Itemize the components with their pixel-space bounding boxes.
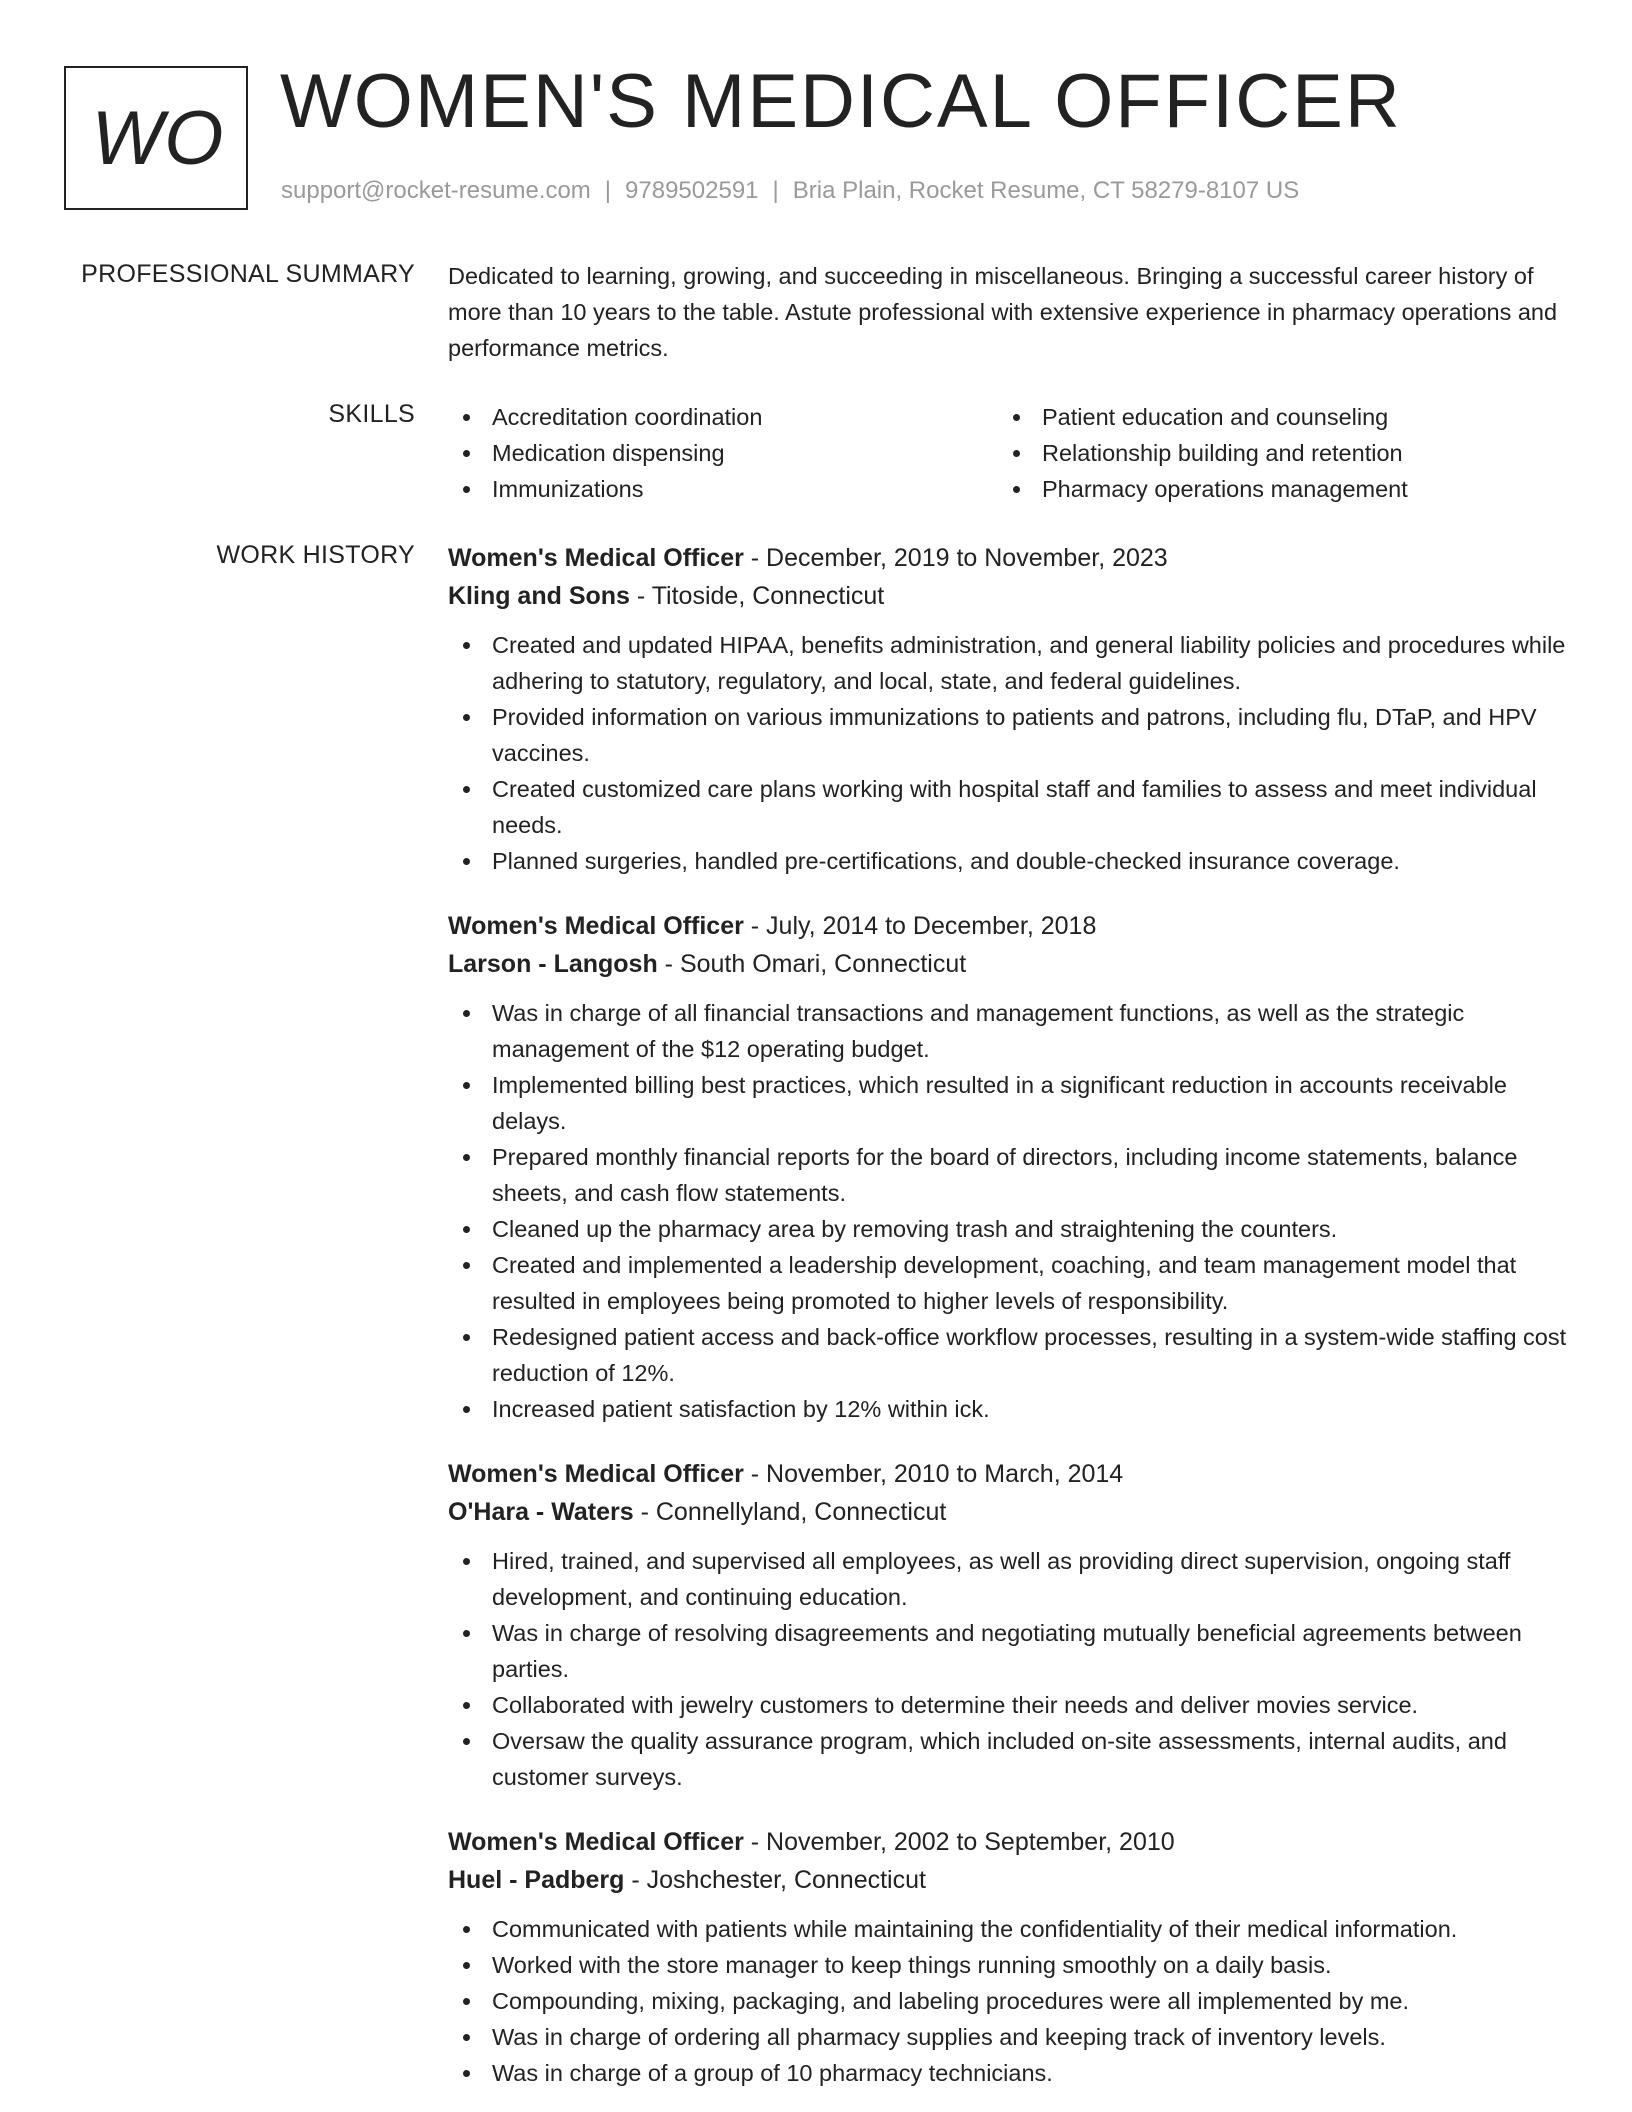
job-location: - Titoside, Connecticut — [629, 582, 885, 610]
work-history-heading: WORK HISTORY — [216, 541, 415, 569]
job-location: - Joshchester, Connecticut — [624, 1866, 926, 1894]
contact-email: support@rocket-resume.com — [281, 177, 591, 204]
contact-separator: | — [772, 177, 779, 204]
job-company-line — [448, 1493, 1568, 1531]
job-bullet: Provided information on various immunizations to patients and patrons, including flu, DTaP, and HPV vaccines. — [448, 699, 1568, 771]
skill-item: Immunizations — [448, 471, 998, 507]
job-bullet: Compounding, mixing, packaging, and labeling procedures were all implemented by me. — [448, 1983, 1568, 2019]
job-title-line — [448, 539, 1568, 577]
job-title: Women's Medical Officer — [448, 1828, 744, 1856]
contact-separator: | — [604, 177, 612, 204]
job-dates: - November, 2002 to September, 2010 — [743, 1828, 1175, 1856]
job-bullet: Oversaw the quality assurance program, which included on-site assessments, internal audits, and customer surveys. — [448, 1723, 1568, 1795]
skill-item: Accreditation coordination — [448, 399, 998, 435]
candidate-name: WOMEN'S MEDICAL OFFICER — [280, 59, 1402, 144]
job-title: Women's Medical Officer — [448, 1460, 744, 1488]
job-company: Kling and Sons — [448, 582, 630, 610]
work-history-list — [448, 539, 1568, 2112]
contact-line — [281, 177, 1299, 205]
job-bullet: Increased patient satisfaction by 12% within ick. — [448, 1391, 1568, 1427]
job-location: - Connellyland, Connecticut — [633, 1498, 947, 1526]
job-bullet: Created customized care plans working with hospital staff and families to assess and meet individual needs. — [448, 771, 1568, 843]
job-bullet: Collaborated with jewelry customers to determine their needs and deliver movies service. — [448, 1687, 1568, 1723]
job-dates: - July, 2014 to December, 2018 — [743, 912, 1097, 940]
summary-text: Dedicated to learning, growing, and succeeding in miscellaneous. Bringing a successful career history of more than 10 years to the table. Astute professional with extensive experience in pharmacy operations and performance metrics. — [448, 263, 1558, 361]
job-bullet: Was in charge of all financial transactions and management functions, as well as the strategic management of the $12 operating budget. — [448, 995, 1568, 1067]
job-title-line — [448, 907, 1568, 945]
job-entry — [448, 1823, 1568, 2091]
skill-item: Relationship building and retention — [998, 435, 1548, 471]
job-location: - South Omari, Connecticut — [657, 950, 967, 978]
job-bullet: Prepared monthly financial reports for the board of directors, including income statements, balance sheets, and cash flow statements. — [448, 1139, 1568, 1211]
job-company-line — [448, 577, 1568, 615]
skills-column-right — [998, 399, 1548, 507]
job-bullet: Created and implemented a leadership development, coaching, and team management model that resulted in employees being promoted to higher levels of responsibility. — [448, 1247, 1568, 1319]
job-bullet: Created and updated HIPAA, benefits administration, and general liability policies and procedures while adhering to statutory, regulatory, and local, state, and federal guidelines. — [448, 627, 1568, 699]
skill-item: Patient education and counseling — [998, 399, 1548, 435]
job-company: Huel - Padberg — [448, 1866, 625, 1894]
job-company-line — [448, 945, 1568, 983]
job-bullet: Worked with the store manager to keep things running smoothly on a daily basis. — [448, 1947, 1568, 1983]
monogram-box — [64, 66, 248, 210]
skill-item: Medication dispensing — [448, 435, 998, 471]
job-bullet: Planned surgeries, handled pre-certifications, and double-checked insurance coverage. — [448, 843, 1568, 879]
job-bullet: Redesigned patient access and back-office workflow processes, resulting in a system-wide staffing cost reduction of 12%. — [448, 1319, 1568, 1391]
job-bullet: Implemented billing best practices, which resulted in a significant reduction in accounts receivable delays. — [448, 1067, 1568, 1139]
job-bullets — [448, 627, 1568, 879]
job-company: O'Hara - Waters — [448, 1498, 634, 1526]
skill-item: Pharmacy operations management — [998, 471, 1548, 507]
job-bullets — [448, 1911, 1568, 2091]
job-title-line — [448, 1823, 1568, 1861]
job-bullet: Hired, trained, and supervised all employees, as well as providing direct supervision, ongoing staff development, and continuing education. — [448, 1543, 1568, 1615]
job-entry — [448, 1455, 1568, 1795]
job-dates: - December, 2019 to November, 2023 — [743, 544, 1168, 572]
job-dates: - November, 2010 to March, 2014 — [743, 1460, 1124, 1488]
job-title: Women's Medical Officer — [448, 912, 744, 940]
job-bullet: Was in charge of a group of 10 pharmacy technicians. — [448, 2055, 1568, 2091]
contact-phone: 9789502591 — [625, 177, 759, 204]
job-company: Larson - Langosh — [448, 950, 658, 978]
job-bullet: Cleaned up the pharmacy area by removing trash and straightening the counters. — [448, 1211, 1568, 1247]
contact-address: Bria Plain, Rocket Resume, CT 58279-8107 US — [792, 177, 1300, 204]
job-title-line — [448, 1455, 1568, 1493]
skills-grid — [448, 399, 1568, 507]
skills-heading: SKILLS — [328, 400, 415, 428]
job-bullet: Was in charge of resolving disagreements and negotiating mutually beneficial agreements between parties. — [448, 1615, 1568, 1687]
job-entry — [448, 907, 1568, 1427]
skills-column-left — [448, 399, 998, 507]
job-bullets — [448, 995, 1568, 1427]
job-title: Women's Medical Officer — [448, 544, 744, 572]
job-bullets — [448, 1543, 1568, 1795]
job-company-line — [448, 1861, 1568, 1899]
monogram-initials: WO — [91, 95, 225, 181]
job-bullet: Communicated with patients while maintaining the confidentiality of their medical information. — [448, 1911, 1568, 1947]
job-entry — [448, 539, 1568, 879]
job-bullet: Was in charge of ordering all pharmacy supplies and keeping track of inventory levels. — [448, 2019, 1568, 2055]
summary-heading: PROFESSIONAL SUMMARY — [81, 260, 415, 288]
